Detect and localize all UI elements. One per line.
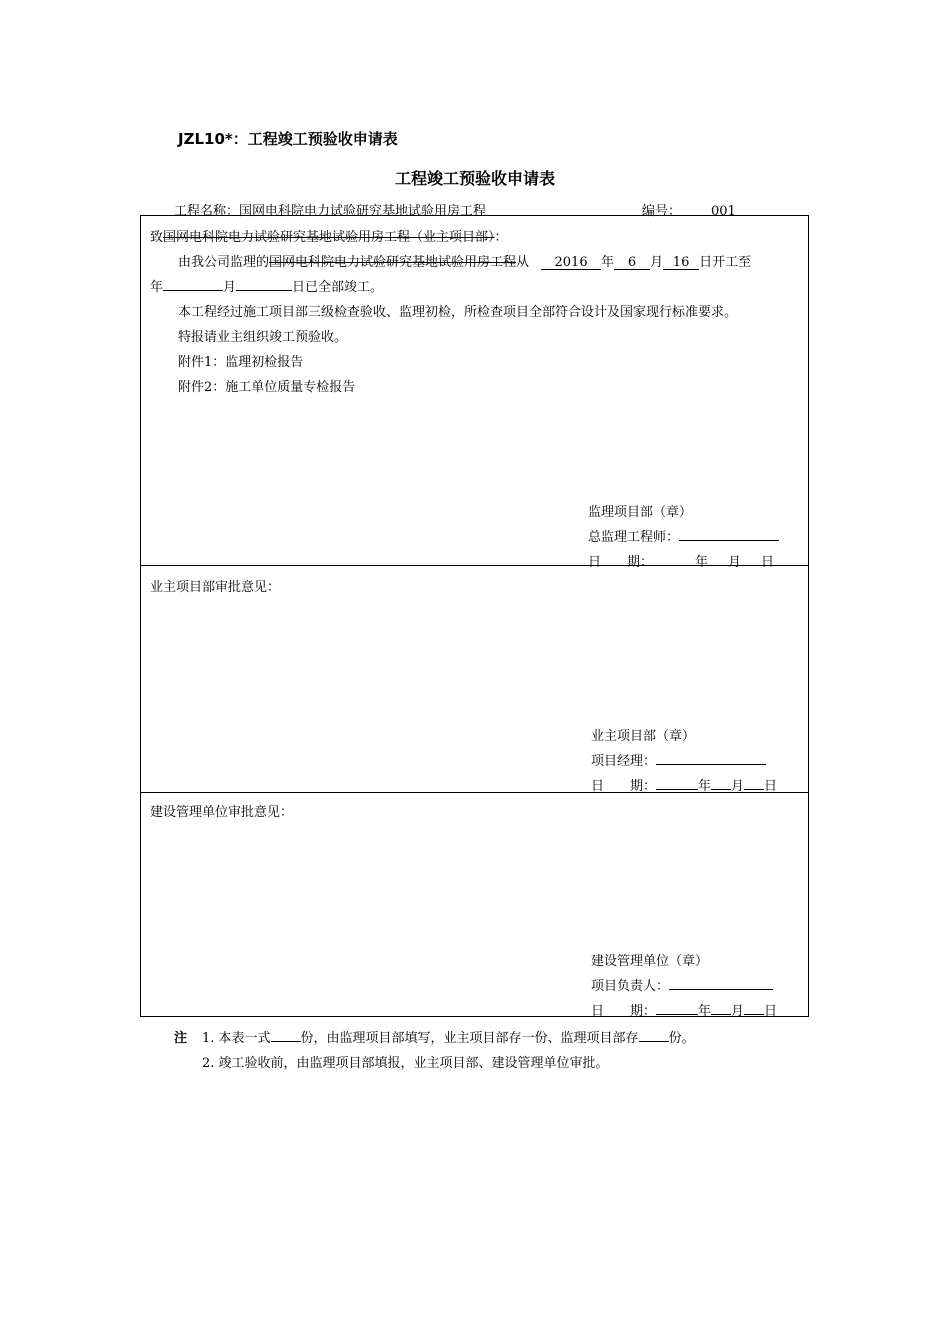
section2-day-char: 日 bbox=[764, 779, 778, 794]
inspection-paragraph: 本工程经过施工项目部三级检查验收、监理初检，所检查项目全部符合设计及国家现行标准要求。 bbox=[178, 305, 738, 320]
project-manager-signature-field[interactable] bbox=[656, 752, 766, 765]
section2-month-char: 月 bbox=[731, 779, 745, 794]
project-manager-label: 项目经理： bbox=[591, 754, 657, 769]
start-line-text-b: 从 bbox=[516, 255, 530, 270]
copies-total-field[interactable] bbox=[271, 1029, 301, 1042]
copies-supervision-field[interactable] bbox=[639, 1029, 669, 1042]
chief-engineer-signature-field[interactable] bbox=[679, 528, 779, 541]
section1-month-char: 月 bbox=[728, 555, 742, 570]
attachment-1: 附件1：监理初检报告 bbox=[178, 355, 304, 370]
section1-date-label: 日 期： bbox=[588, 555, 654, 570]
project-lead-line bbox=[591, 975, 773, 994]
start-day-field[interactable]: 16 bbox=[663, 256, 699, 270]
section2-date-year-field[interactable] bbox=[656, 777, 698, 790]
page-title: 工程竣工预验收申请表 bbox=[394, 169, 555, 188]
owner-stamp-label: 业主项目部（章） bbox=[591, 729, 696, 744]
end-year-char: 年 bbox=[150, 280, 164, 295]
start-line bbox=[178, 251, 751, 270]
number-label: 编号： bbox=[642, 204, 682, 219]
section1-date-day-field[interactable] bbox=[741, 553, 761, 566]
end-line bbox=[150, 276, 383, 295]
section3-date-year-field[interactable] bbox=[656, 1002, 698, 1015]
project-name: 国网电科院电力试验研究基地试验用房工程 bbox=[239, 204, 487, 219]
owner-approval-heading: 业主项目部审批意见： bbox=[150, 580, 281, 595]
note-2: 2. 竣工验收前，由监理项目部填报，业主项目部、建设管理单位审批。 bbox=[202, 1056, 609, 1071]
project-lead-signature-field[interactable] bbox=[669, 977, 773, 990]
section1-date-year-field[interactable] bbox=[653, 553, 695, 566]
request-paragraph: 特报请业主组织竣工预验收。 bbox=[178, 330, 348, 345]
number-value: 001 bbox=[711, 204, 736, 219]
project-lead-label: 项目负责人： bbox=[591, 979, 670, 994]
start-year-field[interactable]: 2016 bbox=[541, 256, 601, 270]
section3-date-line bbox=[591, 1000, 777, 1019]
addressee-prefix: 致 bbox=[150, 230, 164, 245]
section3-date-day-field[interactable] bbox=[744, 1002, 764, 1015]
section3-day-char: 日 bbox=[764, 1004, 778, 1019]
note-1 bbox=[202, 1027, 695, 1046]
management-stamp-label: 建设管理单位（章） bbox=[591, 954, 709, 969]
doc-code: JZL10*：工程竣工预验收申请表 bbox=[178, 130, 398, 148]
chief-engineer-line bbox=[588, 526, 779, 545]
section3-date-month-field[interactable] bbox=[711, 1002, 731, 1015]
section1-date-month-field[interactable] bbox=[708, 553, 728, 566]
section3-year-char: 年 bbox=[698, 1004, 712, 1019]
addressee-line bbox=[150, 226, 508, 245]
section3-month-char: 月 bbox=[731, 1004, 745, 1019]
section2-year-char: 年 bbox=[698, 779, 712, 794]
addressee-name: 国网电科院电力试验研究基地试验用房工程（业主项目部） bbox=[163, 230, 495, 245]
management-approval-heading: 建设管理单位审批意见： bbox=[150, 805, 294, 820]
section2-date-day-field[interactable] bbox=[744, 777, 764, 790]
start-line-project: 国网电科院电力试验研究基地试验用房工程 bbox=[269, 255, 517, 270]
project-manager-line bbox=[591, 750, 766, 769]
start-month-char: 月 bbox=[650, 255, 664, 270]
attachment-2: 附件2：施工单位质量专检报告 bbox=[178, 380, 356, 395]
section1-year-char: 年 bbox=[695, 555, 709, 570]
chief-engineer-label: 总监理工程师： bbox=[588, 530, 680, 545]
start-year-char: 年 bbox=[601, 255, 615, 270]
notes-label: 注 bbox=[174, 1031, 188, 1046]
note-1-text-c: 份。 bbox=[668, 1031, 695, 1046]
section3-date-label: 日 期： bbox=[591, 1004, 657, 1019]
section2-date-label: 日 期： bbox=[591, 779, 657, 794]
addressee-suffix: ： bbox=[494, 230, 508, 245]
note-1-text-b: 份，由监理项目部填写，业主项目部存一份、监理项目部存 bbox=[300, 1031, 639, 1046]
project-label: 工程名称： bbox=[174, 204, 240, 219]
section1-day-char: 日 bbox=[761, 555, 775, 570]
section2-date-line bbox=[591, 775, 777, 794]
supervision-stamp-label: 监理项目部（章） bbox=[588, 505, 693, 520]
section1-date-line bbox=[588, 551, 774, 570]
start-line-text-c: 日开工至 bbox=[699, 255, 752, 270]
end-day-field[interactable] bbox=[236, 278, 292, 291]
section2-date-month-field[interactable] bbox=[711, 777, 731, 790]
start-line-text-a: 由我公司监理的 bbox=[178, 255, 270, 270]
end-month-char: 月 bbox=[223, 280, 237, 295]
end-line-text: 日已全部竣工。 bbox=[292, 280, 384, 295]
start-month-field[interactable]: 6 bbox=[614, 256, 650, 270]
end-month-field[interactable] bbox=[163, 278, 223, 291]
note-1-text-a: 1. 本表一式 bbox=[202, 1031, 271, 1046]
